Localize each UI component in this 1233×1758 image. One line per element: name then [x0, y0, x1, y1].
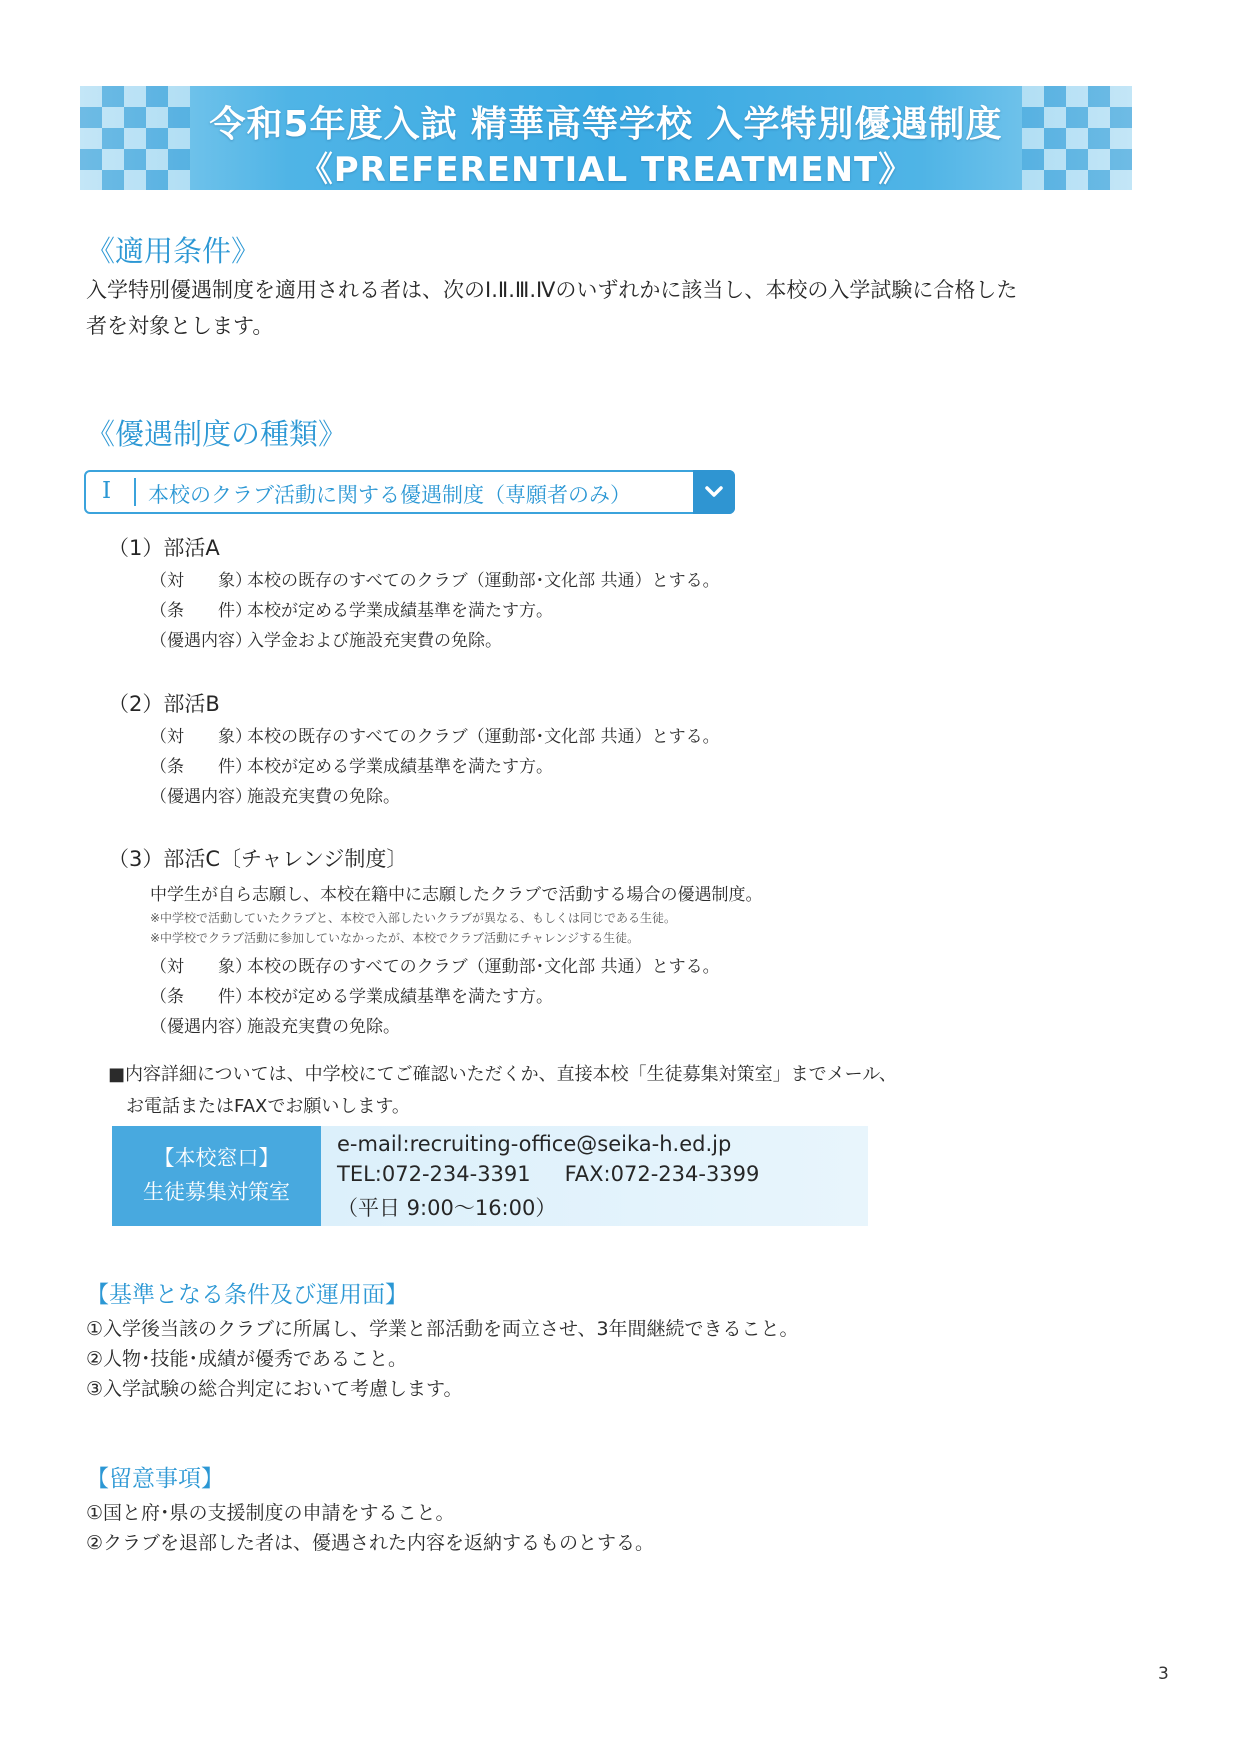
row-key: （条 件） — [150, 987, 252, 1007]
item-3-row-1 — [150, 952, 720, 977]
notes-item-2: ②クラブを退部した者は、優遇された内容を返納するものとする。 — [86, 1532, 655, 1554]
row-value: 本校が定める学業成績基準を満たす方。 — [247, 987, 553, 1007]
contact-office-label: 【本校窓口】 — [153, 1146, 280, 1170]
criteria-item-1: ①入学後当該のクラブに所属し、学業と部活動を両立させ、3年間継続できること。 — [86, 1318, 799, 1340]
row-key: （条 件） — [150, 601, 252, 621]
row-value: 施設充実費の免除。 — [247, 1017, 400, 1037]
row-key: （優遇内容） — [150, 1017, 252, 1037]
notes-heading: 【留意事項】 — [86, 1466, 224, 1492]
category-bar[interactable] — [84, 470, 735, 514]
row-value: 入学金および施設充実費の免除。 — [247, 631, 502, 651]
title-banner — [80, 86, 1132, 190]
row-value: 本校の既存のすべてのクラブ（運動部･文化部 共通）とする。 — [247, 957, 720, 977]
criteria-item-3: ③入学試験の総合判定において考慮します。 — [86, 1378, 463, 1400]
notes-item-1: ①国と府･県の支援制度の申請をすること。 — [86, 1502, 455, 1524]
contact-hours: （平日 9:00～16:00） — [337, 1196, 557, 1220]
item-2-row-2 — [150, 752, 553, 777]
item-3-note-1: ※中学校で活動していたクラブと、本校で入部したいクラブが異なる、もしくは同じである生徒。 — [150, 911, 677, 925]
item-1-row-1 — [150, 566, 720, 591]
row-key: （優遇内容） — [150, 631, 252, 651]
inquiry-line-1: ■内容詳細については、中学校にてご確認いただくか、直接本校「生徒募集対策室」までメール、 — [108, 1064, 897, 1085]
contact-office-name: 生徒募集対策室 — [143, 1180, 290, 1204]
contact-tel[interactable]: TEL:072-234-3391 — [337, 1162, 531, 1186]
item-2-row-1 — [150, 722, 720, 747]
row-value: 本校の既存のすべてのクラブ（運動部･文化部 共通）とする。 — [247, 727, 720, 747]
item-1-row-2 — [150, 596, 553, 621]
contact-fax: FAX:072-234-3399 — [564, 1162, 760, 1186]
category-number: Ⅰ — [102, 478, 112, 504]
criteria-heading: 【基準となる条件及び運用面】 — [86, 1282, 408, 1308]
item-2-row-3 — [150, 782, 400, 807]
item-2-title: （2）部活B — [108, 692, 220, 716]
row-key: （条 件） — [150, 757, 252, 777]
banner-title: 令和5年度入試 精華高等学校 入学特別優遇制度 — [209, 104, 1003, 145]
conditions-heading: 《適用条件》 — [86, 234, 261, 268]
contact-details-box — [321, 1126, 868, 1226]
category-label: 本校のクラブ活動に関する優遇制度（専願者のみ） — [148, 483, 631, 507]
item-3-title: （3）部活C〔チャレンジ制度〕 — [108, 847, 408, 871]
contact-office-box — [112, 1126, 321, 1226]
item-3-intro: 中学生が自ら志願し、本校在籍中に志願したクラブで活動する場合の優遇制度。 — [150, 885, 763, 905]
inquiry-line-2: お電話またはFAXでお願いします。 — [126, 1096, 410, 1117]
conditions-text — [86, 272, 1017, 344]
page-number: 3 — [1158, 1664, 1169, 1684]
contact-phone-line — [337, 1162, 759, 1186]
criteria-item-2: ②人物･技能･成績が優秀であること。 — [86, 1348, 408, 1370]
row-key: （対 象） — [150, 727, 252, 747]
item-1-row-3 — [150, 626, 502, 651]
item-1-title: （1）部活A — [108, 536, 220, 560]
row-key: （優遇内容） — [150, 787, 252, 807]
conditions-line-1: 入学特別優遇制度を適用される者は、次のⅠ.Ⅱ.Ⅲ.Ⅳのいずれかに該当し、本校の入学試験に合格した — [86, 278, 1018, 302]
item-3-note-2: ※中学校でクラブ活動に参加していなかったが、本校でクラブ活動にチャレンジする生徒。 — [150, 931, 640, 945]
item-3-row-3 — [150, 1012, 400, 1037]
row-value: 本校が定める学業成績基準を満たす方。 — [247, 601, 553, 621]
types-heading: 《優遇制度の種類》 — [86, 417, 348, 451]
row-value: 本校が定める学業成績基準を満たす方。 — [247, 757, 553, 777]
row-value: 施設充実費の免除。 — [247, 787, 400, 807]
row-key: （対 象） — [150, 957, 252, 977]
item-3-row-2 — [150, 982, 553, 1007]
banner-subtitle: 《PREFERENTIAL TREATMENT》 — [298, 150, 914, 190]
row-key: （対 象） — [150, 571, 252, 591]
chevron-down-icon[interactable] — [693, 470, 735, 514]
category-divider — [134, 478, 136, 506]
conditions-line-2: 者を対象とします。 — [86, 314, 274, 338]
row-value: 本校の既存のすべてのクラブ（運動部･文化部 共通）とする。 — [247, 571, 720, 591]
contact-email[interactable]: e-mail:recruiting-office@seika-h.ed.jp — [337, 1132, 732, 1156]
